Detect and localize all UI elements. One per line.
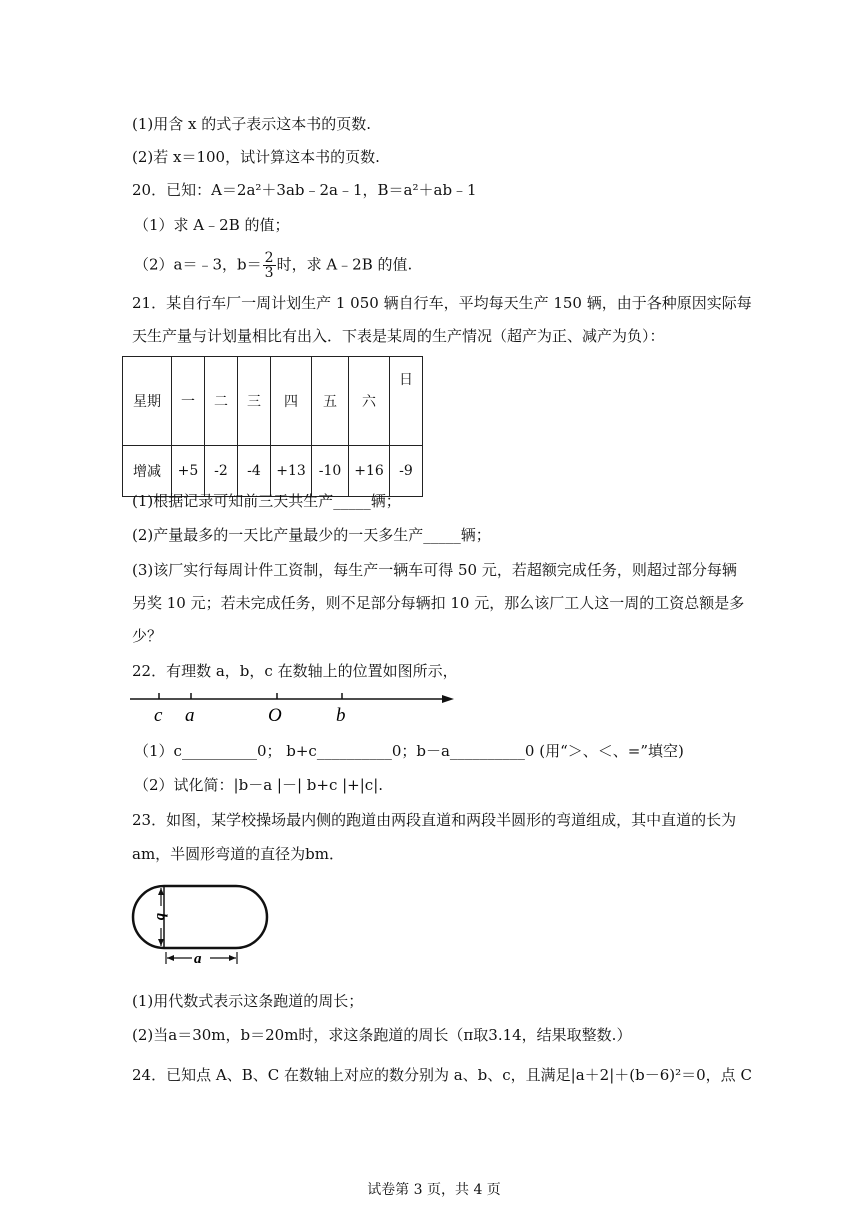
table-value-cell: -2	[205, 446, 238, 497]
q20-part2-post: 时，求 A﹣2B 的值.	[276, 255, 413, 274]
label-c: c	[154, 705, 163, 726]
arrow-up-icon	[158, 888, 164, 895]
table-value-cell: +5	[172, 446, 205, 497]
table-value-cell: -4	[238, 446, 271, 497]
label-a: a	[185, 705, 195, 726]
table-day-cell: 二	[205, 357, 238, 446]
table-value-cell: -9	[390, 446, 423, 497]
fig-label-b: b	[153, 913, 169, 921]
table-day-cell: 五	[312, 357, 349, 446]
label-b: b	[336, 705, 346, 726]
q24-stem: 24．已知点 A、B、C 在数轴上对应的数分别为 a、b、c，且满足|a＋2|＋(b－6)²＝0，点 C	[132, 1066, 752, 1084]
q19-part1: (1)用含 x 的式子表示这本书的页数.	[132, 115, 372, 133]
q20-part2	[134, 251, 412, 280]
number-line-figure	[128, 688, 458, 728]
page-footer: 试卷第 3 页，共 4 页	[367, 1182, 501, 1198]
fraction	[263, 251, 276, 280]
table-row-values	[123, 446, 423, 497]
q20-part1: （1）求 A﹣2B 的值；	[134, 216, 290, 234]
q21-part3-line1: (3)该厂实行每周计件工资制，每生产一辆车可得 50 元，若超额完成任务，则超过部分每辆	[132, 561, 737, 579]
table-day-cell: 日	[390, 357, 423, 446]
q20-stem: 20．已知：A＝2a²＋3ab﹣2a﹣1，B＝a²＋ab﹣1	[132, 181, 477, 199]
table-value-cell: +16	[349, 446, 390, 497]
table-value-cell: +13	[271, 446, 312, 497]
table-day-cell: 三	[238, 357, 271, 446]
production-table	[122, 356, 423, 497]
q21-part2: (2)产量最多的一天比产量最少的一天多生产_____辆；	[132, 526, 491, 544]
table-day-cell: 六	[349, 357, 390, 446]
label-o: O	[268, 705, 282, 726]
track-figure	[130, 880, 276, 970]
q23-part2: (2)当a＝30m，b＝20m时，求这条跑道的周长（π取3.14，结果取整数.）	[132, 1026, 632, 1044]
q23-part1: (1)用代数式表示这条跑道的周长；	[132, 992, 364, 1010]
fig-label-a: a	[194, 951, 202, 967]
q23-stem-line1: 23．如图，某学校操场最内侧的跑道由两段直道和两段半圆形的弯道组成，其中直道的长为	[132, 811, 737, 829]
table-row-days	[123, 357, 423, 446]
q21-stem-line2: 天生产量与计划量相比有出入．下表是某周的生产情况（超产为正、减产为负）：	[132, 327, 665, 345]
q22-part2: （2）试化简：|b－a |－| b+c |+|c|.	[134, 776, 384, 794]
q20-part2-pre: （2）a＝﹣3，b＝	[134, 255, 262, 274]
q22-stem: 22．有理数 a，b，c 在数轴上的位置如图所示，	[132, 662, 458, 680]
table-row-label: 增减	[123, 446, 172, 497]
q22-part1: （1）c__________0； b+c__________0；b－a__________0 (用“＞、＜、=”填空)	[134, 742, 684, 760]
q19-part2: (2)若 x＝100，试计算这本书的页数.	[132, 148, 380, 166]
fraction-denominator: 3	[264, 265, 274, 281]
q21-stem-line1: 21．某自行车厂一周计划生产 1 050 辆自行车，平均每天生产 150 辆，由于各种原因实际每	[132, 294, 752, 312]
table-value-cell: -10	[312, 446, 349, 497]
q23-stem-line2: am，半圆形弯道的直径为bm．	[132, 845, 344, 863]
q21-part3-line2: 另奖 10 元；若未完成任务，则不足部分每辆扣 10 元，那么该厂工人这一周的工资总额是多	[132, 594, 745, 612]
fraction-numerator: 2	[264, 250, 274, 266]
arrow-icon	[442, 695, 454, 703]
arrow-left-icon	[167, 955, 174, 961]
table-header-label: 星期	[123, 357, 172, 446]
q21-part3-line3: 少？	[132, 627, 163, 645]
q21-part1: (1)根据记录可知前三天共生产_____辆；	[132, 492, 401, 510]
arrow-down-icon	[158, 939, 164, 946]
table-day-cell: 一	[172, 357, 205, 446]
table-day-cell: 四	[271, 357, 312, 446]
arrow-right-icon	[229, 955, 236, 961]
